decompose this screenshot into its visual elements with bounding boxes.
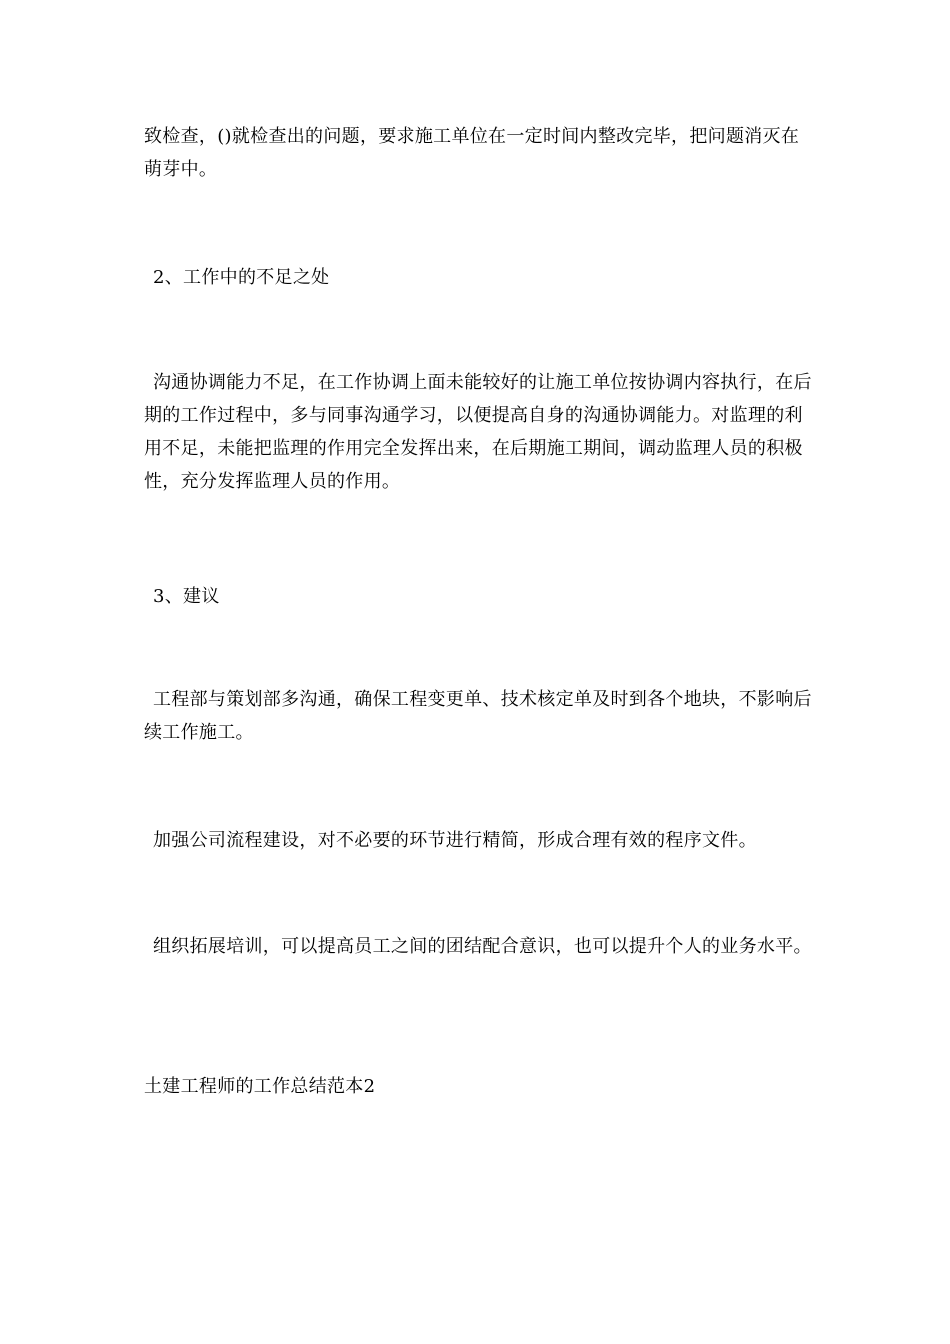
paragraph-suggestion-communication: 工程部与策划部多沟通，确保工程变更单、技术核定单及时到各个地块，不影响后续工作施工。	[144, 689, 812, 743]
paragraph-shortcomings: 沟通协调能力不足，在工作协调上面未能较好的让施工单位按协调内容执行，在后期的工作过程中，多与同事沟通学习，以便提高自身的沟通协调能力。对监理的利用不足，未能把监理的作用完全发挥出来，在后期施工期间，调动监理人员的积极性，充分发挥监理人员的作用。	[144, 372, 812, 492]
section-title-sample-2: 土建工程师的工作总结范本2	[144, 1076, 376, 1097]
paragraph-suggestion-process: 加强公司流程建设，对不必要的环节进行精简，形成合理有效的程序文件。	[153, 830, 757, 851]
paragraph-inspection: 致检查，()就检查出的问题，要求施工单位在一定时间内整改完毕，把问题消灭在萌芽中。	[144, 126, 800, 180]
paragraph-suggestion-training: 组织拓展培训，可以提高员工之间的团结配合意识，也可以提升个人的业务水平。	[153, 936, 812, 957]
heading-suggestions: 3、建议	[153, 586, 220, 607]
heading-shortcomings: 2、工作中的不足之处	[153, 267, 330, 288]
